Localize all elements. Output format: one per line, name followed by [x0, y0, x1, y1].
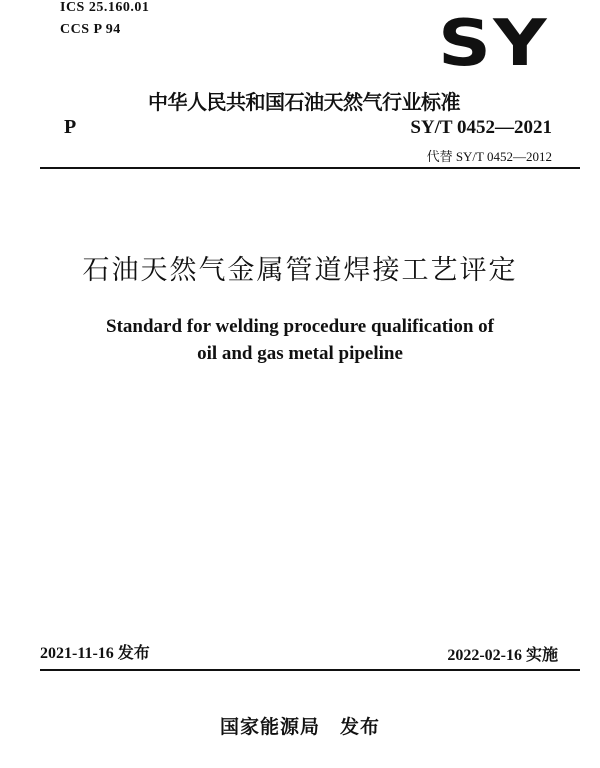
bottom-divider [40, 669, 580, 671]
publication-date: 2021-11-16 发布 [40, 645, 150, 662]
ccs-code: CCS P 94 [60, 22, 121, 37]
title-chinese: 石油天然气金属管道焊接工艺评定 [82, 255, 518, 286]
standard-number: SY/T 0452—2021 [410, 117, 552, 138]
title-english-line2: oil and gas metal pipeline [197, 343, 403, 364]
sy-logo: SY [438, 7, 549, 81]
publisher: 国家能源局 发布 [219, 716, 380, 738]
classification-letter: P [64, 116, 77, 138]
title-english-line1: Standard for welding procedure qualification of [106, 316, 494, 337]
implementation-date: 2022-02-16 实施 [447, 647, 558, 664]
top-divider [40, 167, 580, 169]
standard-type: 中华人民共和国石油天然气行业标准 [148, 90, 460, 114]
ics-code: ICS 25.160.01 [60, 0, 150, 15]
replaces-standard: 代替 SY/T 0452—2012 [426, 149, 552, 164]
